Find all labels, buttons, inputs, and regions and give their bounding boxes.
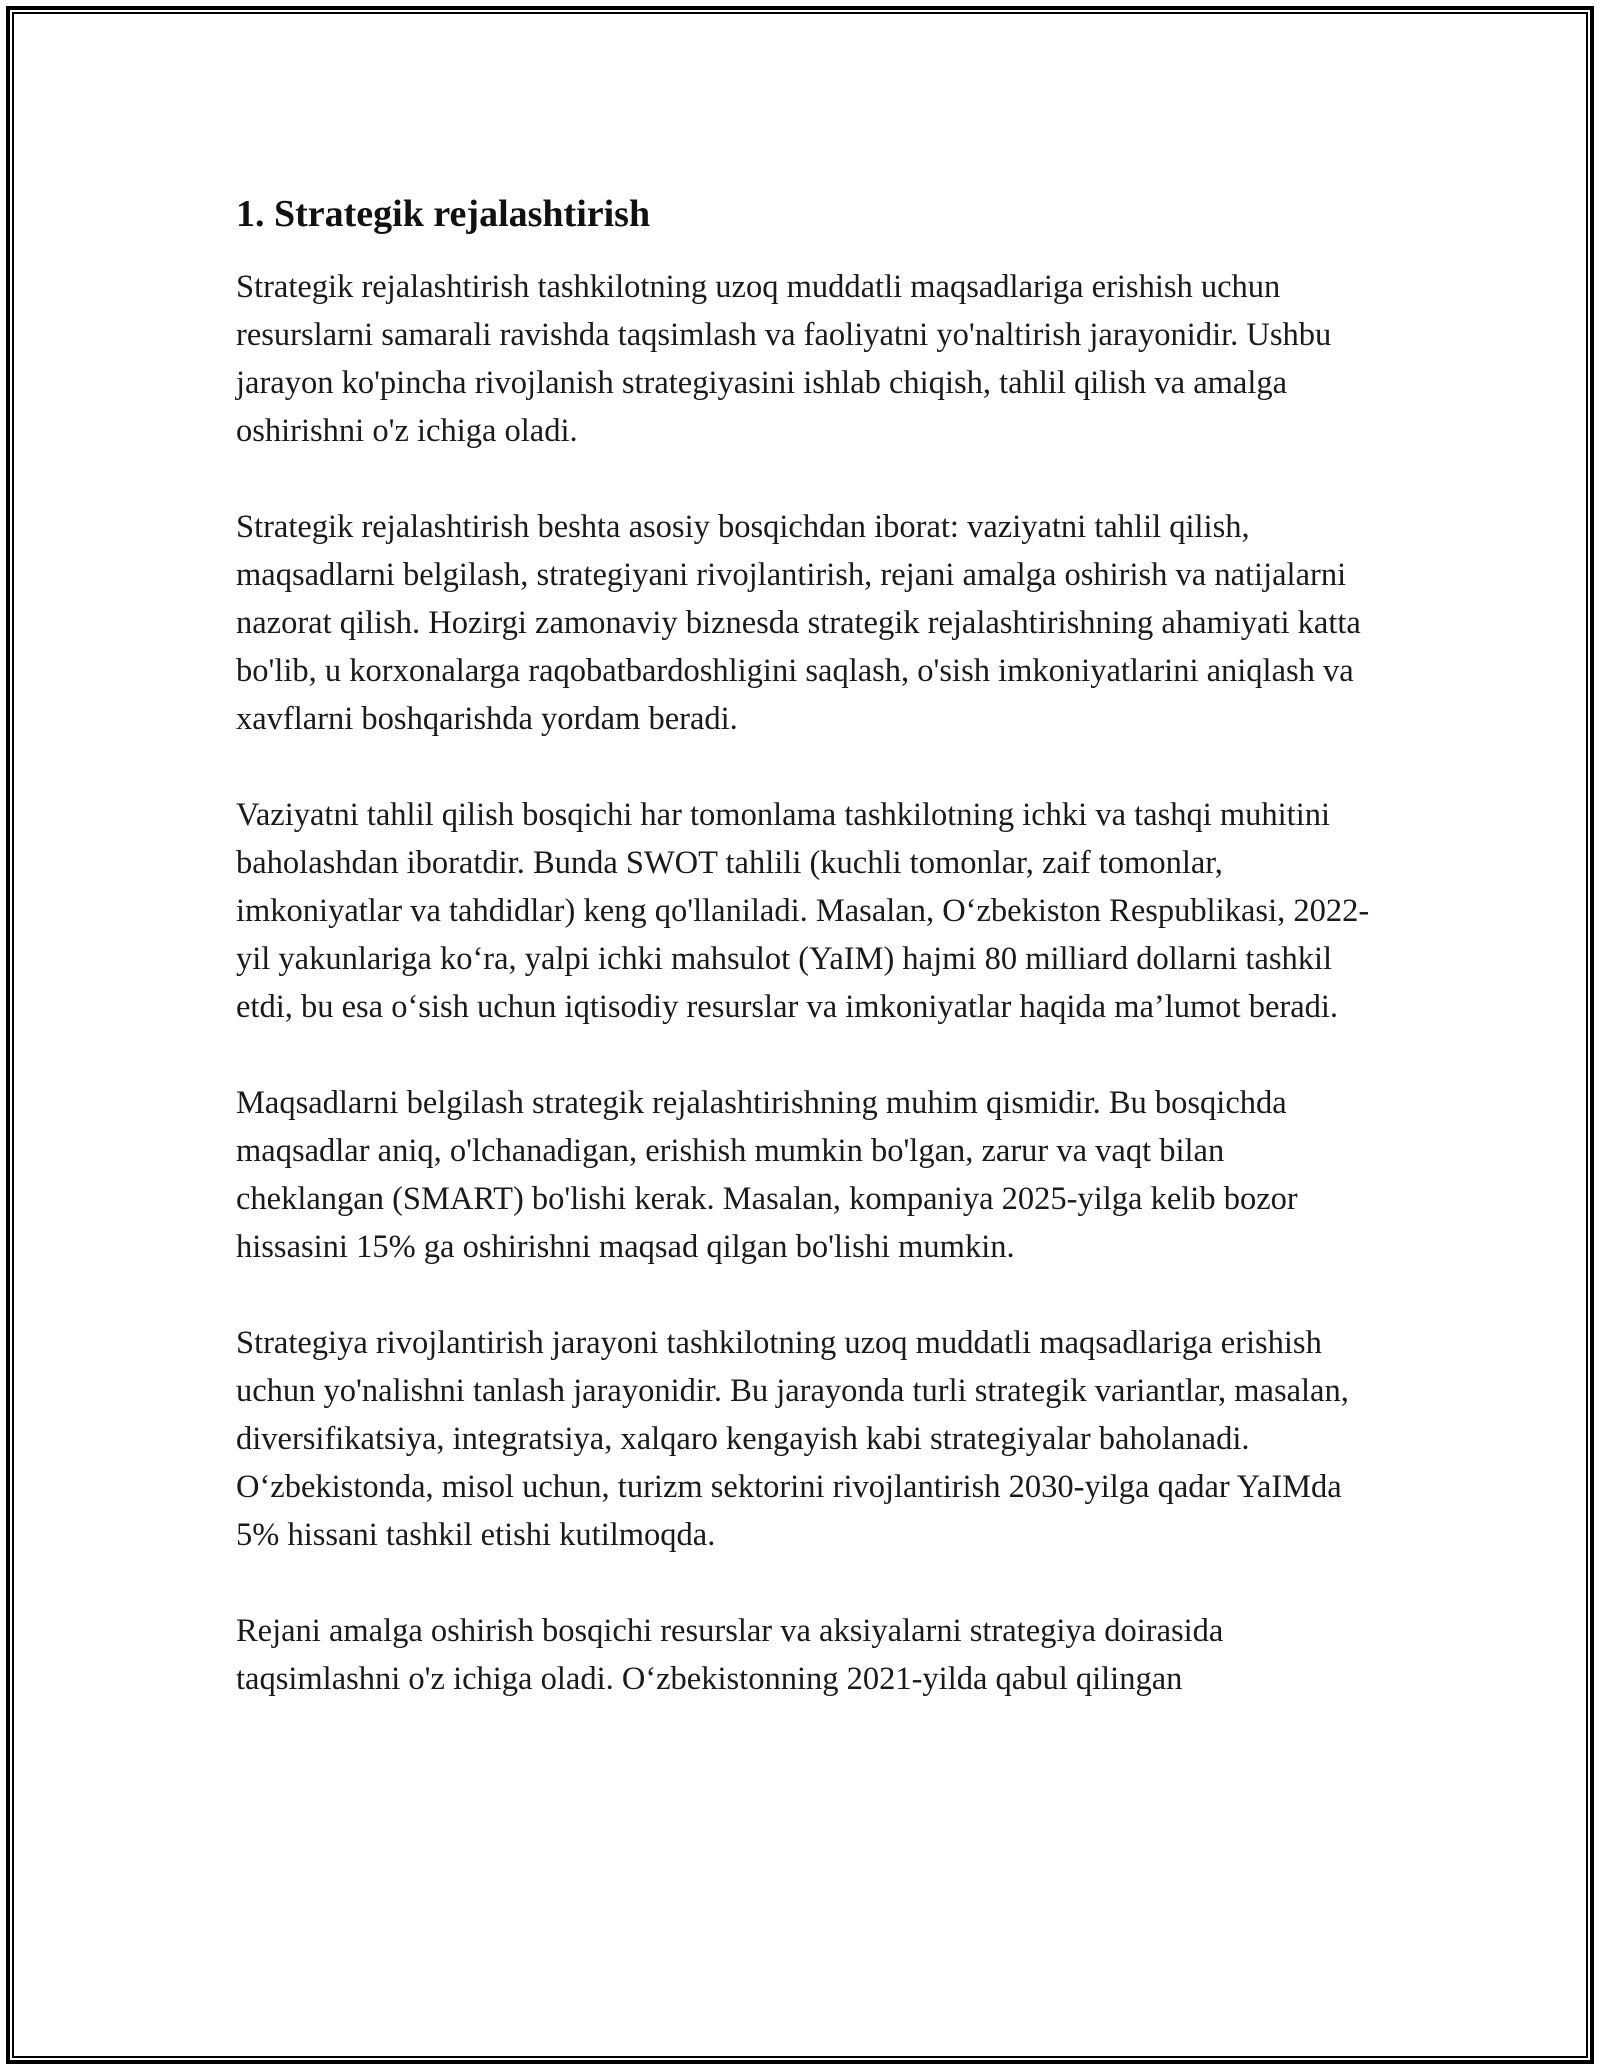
paragraph-stages: Strategik rejalashtirish beshta asosiy bosqichdan iborat: vaziyatni tahlil qilish, maqsadlarni belgilash, strategiyani rivojlantirish, rejani amalga oshirish va natijalarni nazorat qilish. Hozirgi zamonaviy biznesda strategik rejalashtirishning ahamiyati katta bo'lib, u korxonalarga raqobatbardoshligini saqlash, o'sish imkoniyatlarini aniqlash va xavflarni boshqarishda yordam beradi. xyxy=(236,509,1361,737)
document-body xyxy=(236,185,1376,1703)
paragraph-situation-analysis: Vaziyatni tahlil qilish bosqichi har tomonlama tashkilotning ichki va tashqi muhitini baholashdan iboratdir. Bunda SWOT tahlili (kuchli tomonlar, zaif tomonlar, imkoniyatlar va tahdidlar) keng qo'llaniladi. Masalan, O‘zbekiston Respublikasi, 2022-yil yakunlariga ko‘ra, yalpi ichki mahsulot (YaIM) hajmi 80 milliard dollarni tashkil etdi, bu esa o‘sish uchun iqtisodiy resurslar va imkoniyatlar haqida ma’lumot beradi. xyxy=(236,797,1370,1025)
paragraph-goal-setting: Maqsadlarni belgilash strategik rejalashtirishning muhim qismidir. Bu bosqichda maqsadlar aniq, o'lchanadigan, erishish mumkin bo'lgan, zarur va vaqt bilan cheklangan (SMART) bo'lishi kerak. Masalan, kompaniya 2025-yilga kelib bozor hissasini 15% ga oshirishni maqsad qilgan bo'lishi mumkin. xyxy=(236,1085,1298,1265)
paragraph-plan-implementation: Rejani amalga oshirish bosqichi resurslar va aksiyalarni strategiya doirasida taqsimlashni o'z ichiga oladi. O‘zbekistonning 2021-yilda qabul qilingan xyxy=(236,1613,1224,1697)
section-heading: 1. Strategik rejalashtirish xyxy=(236,193,651,235)
paragraph-strategy-development: Strategiya rivojlantirish jarayoni tashkilotning uzoq muddatli maqsadlariga erishish uchun yo'nalishni tanlash jarayonidir. Bu jarayonda turli strategik variantlar, masalan, diversifikatsiya, integratsiya, xalqaro kengayish kabi strategiyalar baholanadi. O‘zbekistonda, misol uchun, turizm sektorini rivojlantirish 2030-yilga qadar YaIMda 5% hissani tashkil etishi kutilmoqda. xyxy=(236,1325,1349,1553)
paragraph-definition: Strategik rejalashtirish tashkilotning uzoq muddatli maqsadlariga erishish uchun resurslarni samarali ravishda taqsimlash va faoliyatni yo'naltirish jarayonidir. Ushbu jarayon ko'pincha rivojlanish strategiyasini ishlab chiqish, tahlil qilish va amalga oshirishni o'z ichiga oladi. xyxy=(236,269,1332,449)
